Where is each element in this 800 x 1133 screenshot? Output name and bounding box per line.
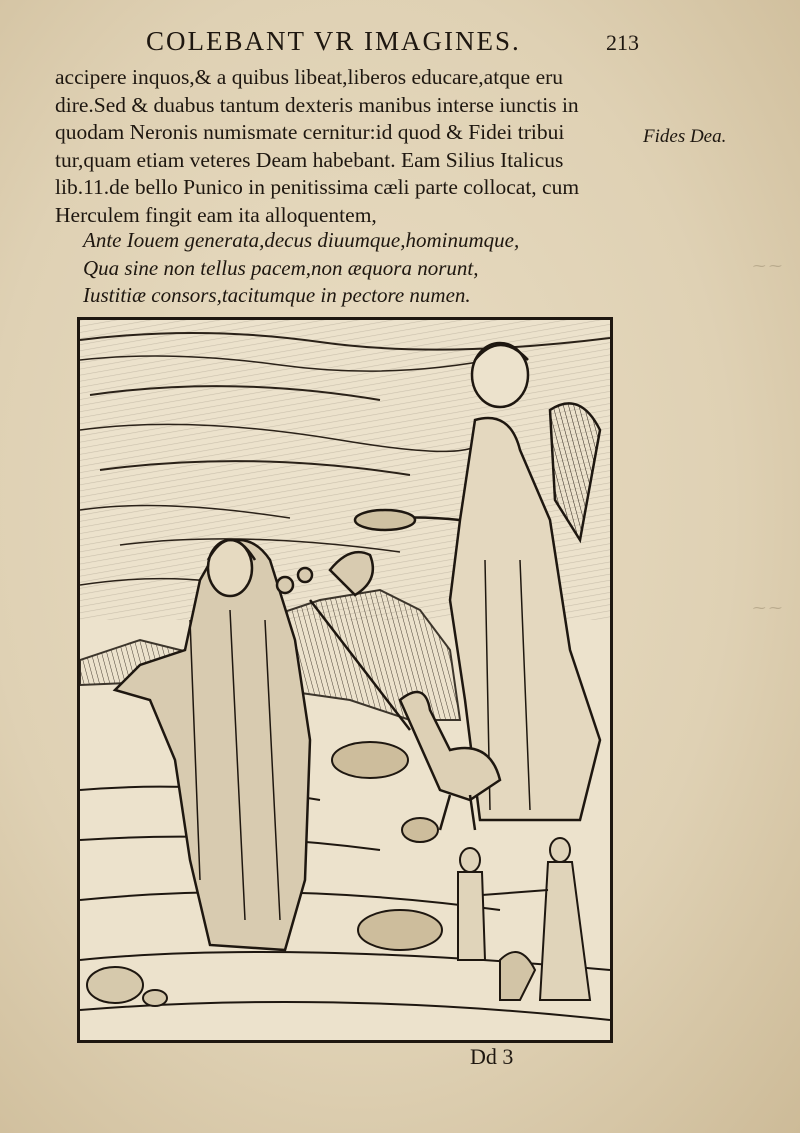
- handshake-couple: [458, 838, 590, 1000]
- ground: [80, 787, 610, 1020]
- text-line: tur,quam etiam veteres Deam habebant. Eam Silius Italicus: [55, 147, 564, 172]
- text-line: dire.Sed & duabus tantum dexteris manibus interse iunctis in: [55, 92, 579, 117]
- show-through-mark: ⁓ ⁓: [752, 600, 782, 615]
- verse-quotation: [83, 227, 519, 310]
- text-line: accipere inquos,& a quibus libeat,liberos educare,atque eru: [55, 65, 564, 89]
- text-line: quodam Neronis numismate cernitur:id quod & Fidei tribui: [55, 120, 565, 145]
- verse-line: Iustitiæ consors,tacitumque in pectore numen.: [83, 283, 471, 307]
- body-paragraph: [55, 64, 645, 230]
- running-head: COLEBANT VR IMAGINES.: [146, 26, 521, 56]
- rocks: [87, 967, 167, 1006]
- verse-line: Ante Iouem generata,decus diuumque,hominumque,: [83, 228, 520, 252]
- verse-line: Qua sine non tellus pacem,non æquora norunt,: [83, 255, 479, 280]
- margin-note: Fides Dea.: [643, 126, 727, 147]
- woodcut-drawing: [80, 320, 610, 1040]
- page-number: 213: [606, 30, 639, 55]
- show-through-mark: ⁓ ⁓: [752, 258, 782, 273]
- signature-mark: Dd 3: [470, 1044, 514, 1069]
- text-line: Herculem fingit eam ita alloquentem,: [55, 202, 377, 227]
- text-line: lib.11.de bello Punico in penitissima cæli parte collocat, cum: [55, 175, 580, 200]
- woodcut-illustration: [77, 317, 613, 1043]
